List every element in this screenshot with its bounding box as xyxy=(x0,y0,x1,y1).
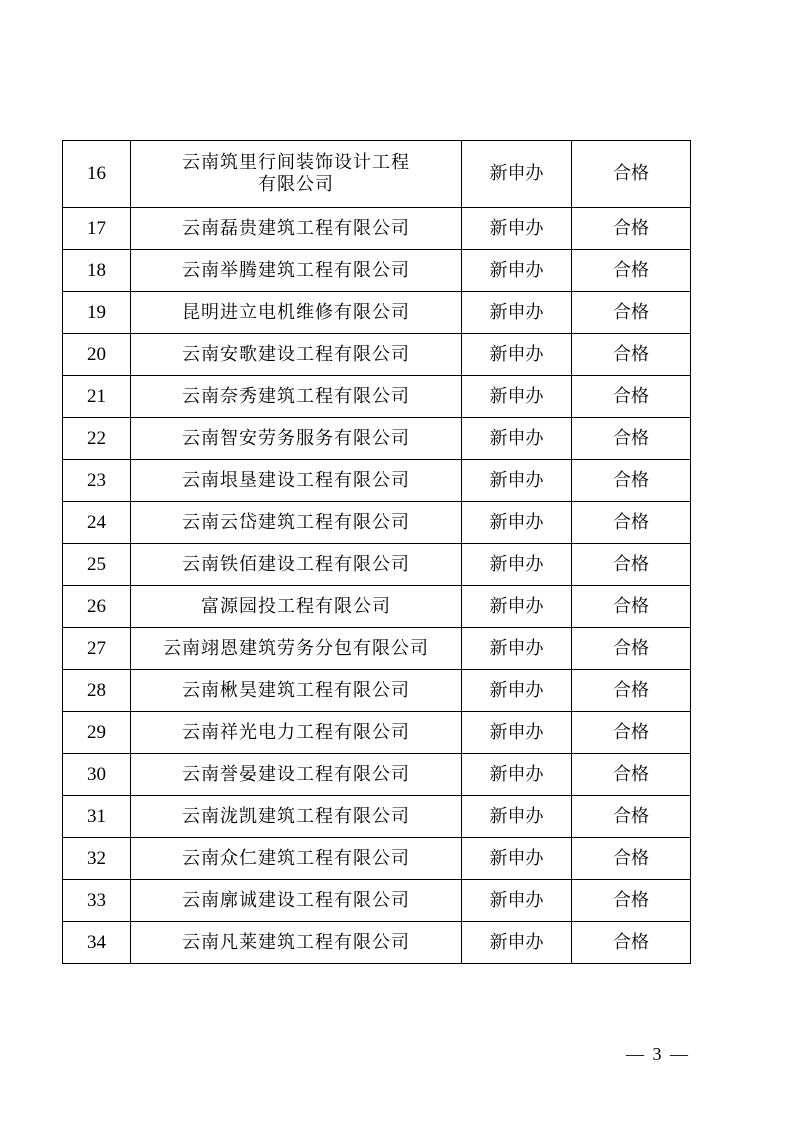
company-name: 昆明进立电机维修有限公司 xyxy=(131,292,462,334)
application-type: 新申办 xyxy=(462,418,572,460)
review-result: 合格 xyxy=(572,418,691,460)
row-number: 24 xyxy=(63,502,131,544)
table-row xyxy=(63,250,691,292)
company-name: 云南云岱建筑工程有限公司 xyxy=(131,502,462,544)
company-name: 云南誉晏建设工程有限公司 xyxy=(131,754,462,796)
application-type: 新申办 xyxy=(462,838,572,880)
company-name: 云南智安劳务服务有限公司 xyxy=(131,418,462,460)
table-row xyxy=(63,208,691,250)
application-type: 新申办 xyxy=(462,880,572,922)
table-row xyxy=(63,922,691,964)
table-row xyxy=(63,880,691,922)
application-type: 新申办 xyxy=(462,586,572,628)
application-type: 新申办 xyxy=(462,502,572,544)
row-number: 27 xyxy=(63,628,131,670)
review-result: 合格 xyxy=(572,922,691,964)
review-result: 合格 xyxy=(572,208,691,250)
table-row xyxy=(63,460,691,502)
review-result: 合格 xyxy=(572,544,691,586)
row-number: 22 xyxy=(63,418,131,460)
application-type: 新申办 xyxy=(462,376,572,418)
company-name: 云南楸昊建筑工程有限公司 xyxy=(131,670,462,712)
table-row xyxy=(63,376,691,418)
company-name-line: 有限公司 xyxy=(258,174,334,195)
company-name: 云南铁佰建设工程有限公司 xyxy=(131,544,462,586)
row-number: 28 xyxy=(63,670,131,712)
application-type: 新申办 xyxy=(462,628,572,670)
application-type: 新申办 xyxy=(462,544,572,586)
table-row xyxy=(63,502,691,544)
application-type: 新申办 xyxy=(462,141,572,208)
table-row xyxy=(63,796,691,838)
company-name: 云南翊恩建筑劳务分包有限公司 xyxy=(131,628,462,670)
company-name xyxy=(131,141,462,208)
application-type: 新申办 xyxy=(462,334,572,376)
company-name: 云南奈秀建筑工程有限公司 xyxy=(131,376,462,418)
row-number: 31 xyxy=(63,796,131,838)
review-result: 合格 xyxy=(572,796,691,838)
table-row xyxy=(63,712,691,754)
review-result: 合格 xyxy=(572,838,691,880)
review-result: 合格 xyxy=(572,754,691,796)
row-number: 19 xyxy=(63,292,131,334)
application-type: 新申办 xyxy=(462,292,572,334)
row-number: 33 xyxy=(63,880,131,922)
application-type: 新申办 xyxy=(462,712,572,754)
company-name: 云南举腾建筑工程有限公司 xyxy=(131,250,462,292)
review-result: 合格 xyxy=(572,880,691,922)
review-result: 合格 xyxy=(572,586,691,628)
application-type: 新申办 xyxy=(462,460,572,502)
company-list-table-wrapper xyxy=(62,140,690,964)
company-name: 云南垠垦建设工程有限公司 xyxy=(131,460,462,502)
review-result: 合格 xyxy=(572,502,691,544)
application-type: 新申办 xyxy=(462,250,572,292)
company-name: 云南廓诚建设工程有限公司 xyxy=(131,880,462,922)
row-number: 21 xyxy=(63,376,131,418)
page-number: — 3 — xyxy=(626,1044,690,1064)
company-name: 云南凡莱建筑工程有限公司 xyxy=(131,922,462,964)
table-row xyxy=(63,292,691,334)
company-name: 云南泷凯建筑工程有限公司 xyxy=(131,796,462,838)
review-result: 合格 xyxy=(572,460,691,502)
row-number: 18 xyxy=(63,250,131,292)
application-type: 新申办 xyxy=(462,922,572,964)
review-result: 合格 xyxy=(572,628,691,670)
company-name: 云南安歌建设工程有限公司 xyxy=(131,334,462,376)
table-row xyxy=(63,628,691,670)
table-row xyxy=(63,418,691,460)
application-type: 新申办 xyxy=(462,754,572,796)
table-row xyxy=(63,544,691,586)
row-number: 30 xyxy=(63,754,131,796)
table-row xyxy=(63,838,691,880)
table-row xyxy=(63,670,691,712)
application-type: 新申办 xyxy=(462,670,572,712)
table-row xyxy=(63,586,691,628)
row-number: 25 xyxy=(63,544,131,586)
table-row xyxy=(63,141,691,208)
company-name: 富源园投工程有限公司 xyxy=(131,586,462,628)
company-name-line: 云南筑里行间装饰设计工程 xyxy=(182,152,410,173)
row-number: 20 xyxy=(63,334,131,376)
review-result: 合格 xyxy=(572,376,691,418)
application-type: 新申办 xyxy=(462,208,572,250)
review-result: 合格 xyxy=(572,670,691,712)
row-number: 17 xyxy=(63,208,131,250)
table-row xyxy=(63,754,691,796)
review-result: 合格 xyxy=(572,250,691,292)
review-result: 合格 xyxy=(572,712,691,754)
review-result: 合格 xyxy=(572,334,691,376)
company-name: 云南祥光电力工程有限公司 xyxy=(131,712,462,754)
application-type: 新申办 xyxy=(462,796,572,838)
table-row xyxy=(63,334,691,376)
row-number: 26 xyxy=(63,586,131,628)
row-number: 34 xyxy=(63,922,131,964)
row-number: 32 xyxy=(63,838,131,880)
review-result: 合格 xyxy=(572,292,691,334)
row-number: 16 xyxy=(63,141,131,208)
company-name: 云南磊贵建筑工程有限公司 xyxy=(131,208,462,250)
row-number: 23 xyxy=(63,460,131,502)
company-list-table xyxy=(62,140,691,964)
review-result: 合格 xyxy=(572,141,691,208)
row-number: 29 xyxy=(63,712,131,754)
company-name: 云南众仁建筑工程有限公司 xyxy=(131,838,462,880)
